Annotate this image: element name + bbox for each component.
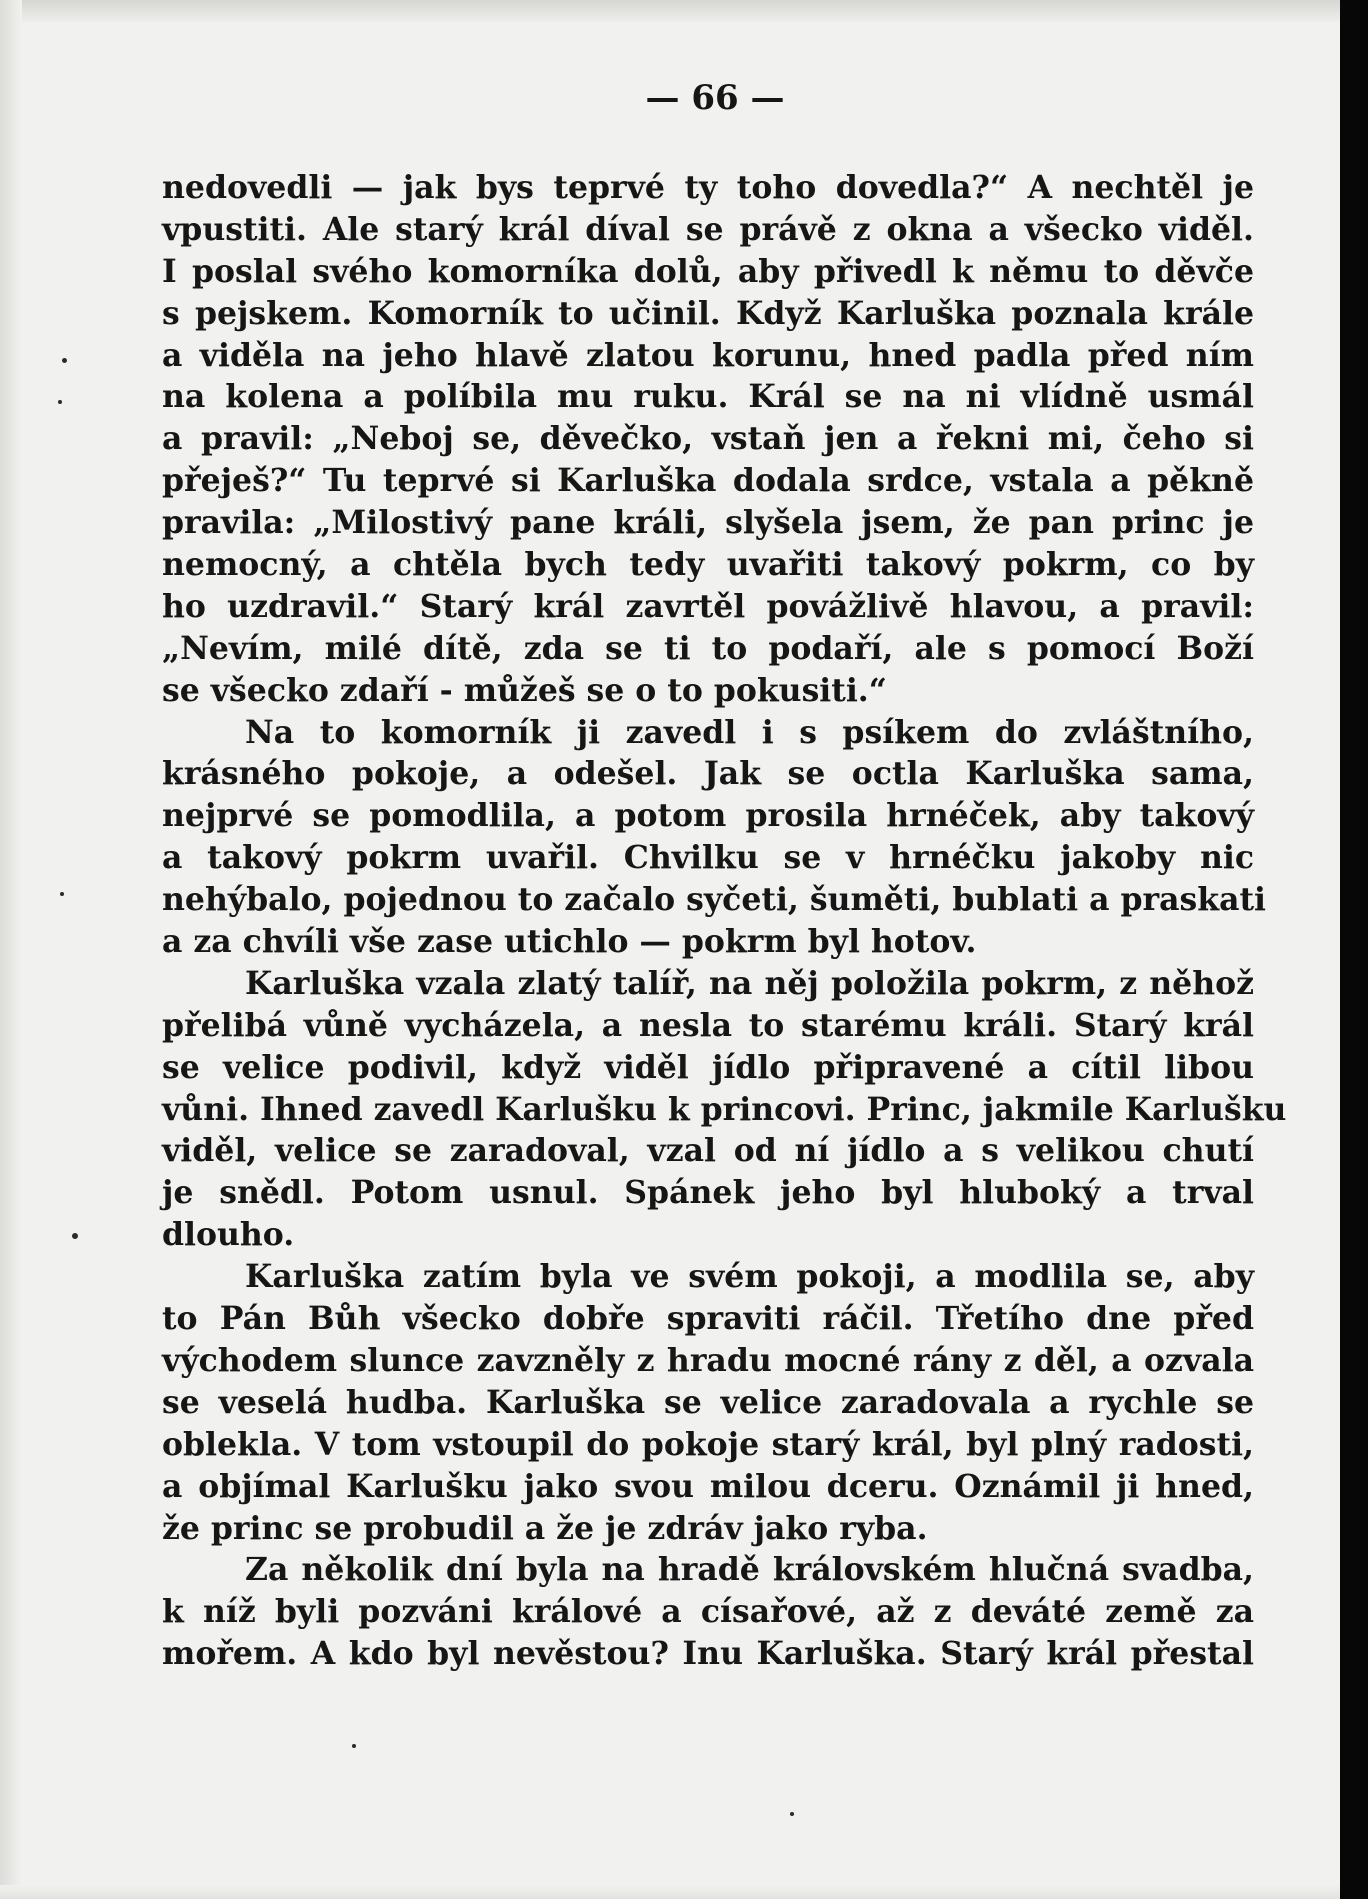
- paragraph: [162, 167, 1254, 712]
- scan-speck: [58, 400, 62, 404]
- page-number: — 66 —: [645, 78, 785, 118]
- text-line: k níž byli pozváni králové a císařové, až z deváté země za: [162, 1593, 1254, 1631]
- paragraph: [162, 1549, 1254, 1675]
- text-line: nedovedli — jak bys teprvé ty toho dovedla?“ A nechtěl je: [162, 169, 1254, 206]
- text-line: Karluška zatím byla ve svém pokoji, a modlila se, aby: [245, 1258, 1254, 1296]
- scan-border-right: [1340, 0, 1368, 1899]
- text-line: přeješ?“ Tu teprvé si Karluška dodala srdce, vstala a pěkně: [162, 462, 1254, 500]
- text-line: krásného pokoje, a odešel. Jak se octla Karluška sama,: [162, 755, 1254, 793]
- text-line: a pravil: „Neboj se, děvečko, vstaň jen a řekni mi, čeho si: [162, 420, 1254, 458]
- paragraph: [162, 712, 1267, 963]
- text-line: „Nevím, milé dítě, zda se ti to podaří, ale s pomocí Boží: [162, 629, 1254, 667]
- scan-speck: [790, 1812, 794, 1816]
- text-line: dlouho.: [162, 1216, 295, 1254]
- text-line: se veselá hudba. Karluška se velice zaradovala a rychle se: [162, 1383, 1254, 1421]
- text-line: přelibá vůně vycházela, a nesla to starému králi. Starý král: [162, 1006, 1254, 1044]
- paragraph: [162, 1256, 1254, 1549]
- scan-speck: [352, 1744, 356, 1748]
- text-line: na kolena a políbila mu ruku. Král se na ni vlídně usmál: [162, 378, 1254, 416]
- page-edge-shadow-bottom: [0, 1885, 1340, 1899]
- scan-speck: [72, 1233, 78, 1239]
- text-line: a takový pokrm uvařil. Chvilku se v hrnéčku jakoby nic: [162, 839, 1254, 877]
- page-edge-shadow-top: [0, 0, 1340, 22]
- paragraph: [162, 963, 1287, 1256]
- text-line: I poslal svého komorníka dolů, aby přivedl k němu to děvče: [162, 252, 1254, 290]
- text-line: to Pán Bůh všecko dobře spraviti ráčil. Třetího dne před: [162, 1300, 1254, 1338]
- scan-speck: [60, 892, 64, 896]
- text-line: východem slunce zavzněly z hradu mocné rány z děl, a ozvala: [162, 1341, 1254, 1379]
- text-line: že princ se probudil a že je zdráv jako ryba.: [162, 1509, 928, 1547]
- text-line: nemocný, a chtěla bych tedy uvařiti takový pokrm, co by: [162, 546, 1254, 584]
- text-line: Za několik dní byla na hradě královském hlučná svadba,: [245, 1551, 1254, 1589]
- text-line: vpustiti. Ale starý král díval se právě z okna a všecko viděl.: [162, 210, 1254, 248]
- text-line: a viděla na jeho hlavě zlatou korunu, hned padla před ním: [162, 336, 1254, 374]
- text-line: Na to komorník ji zavedl i s psíkem do zvláštního,: [245, 713, 1254, 751]
- text-line: se všecko zdaří - můžeš se o to pokusiti.“: [162, 671, 887, 709]
- text-line: ho uzdravil.“ Starý král zavrtěl povážlivě hlavou, a pravil:: [162, 587, 1254, 625]
- text-line: vůni. Ihned zavedl Karlušku k princovi. Princ, jakmile Karlušku: [162, 1090, 1287, 1128]
- page-edge-shadow-left: [0, 0, 22, 1899]
- text-line: mořem. A kdo byl nevěstou? Inu Karluška. Starý král přestal: [162, 1635, 1254, 1673]
- text-line: s pejskem. Komorník to učinil. Když Karluška poznala krále: [162, 294, 1254, 332]
- text-line: a za chvíli vše zase utichlo — pokrm byl hotov.: [162, 923, 977, 961]
- text-line: pravila: „Milostivý pane králi, slyšela jsem, že pan princ je: [162, 504, 1254, 542]
- text-line: Karluška vzala zlatý talíř, na něj položila pokrm, z něhož: [245, 964, 1254, 1002]
- text-line: se velice podivil, když viděl jídlo připravené a cítil libou: [162, 1048, 1254, 1086]
- scan-speck: [62, 358, 67, 363]
- text-line: je snědl. Potom usnul. Spánek jeho byl hluboký a trval: [162, 1174, 1254, 1212]
- text-line: nehýbalo, pojednou to začalo syčeti, šuměti, bublati a praskati: [162, 881, 1267, 919]
- text-line: a objímal Karlušku jako svou milou dceru. Oznámil ji hned,: [162, 1467, 1254, 1505]
- text-line: nejprvé se pomodlila, a potom prosila hrnéček, aby takový: [162, 797, 1254, 835]
- body-text: [162, 167, 1287, 1675]
- text-line: viděl, velice se zaradoval, vzal od ní jídlo a s velikou chutí: [162, 1132, 1254, 1170]
- text-line: oblekla. V tom vstoupil do pokoje starý král, byl plný radosti,: [162, 1425, 1254, 1463]
